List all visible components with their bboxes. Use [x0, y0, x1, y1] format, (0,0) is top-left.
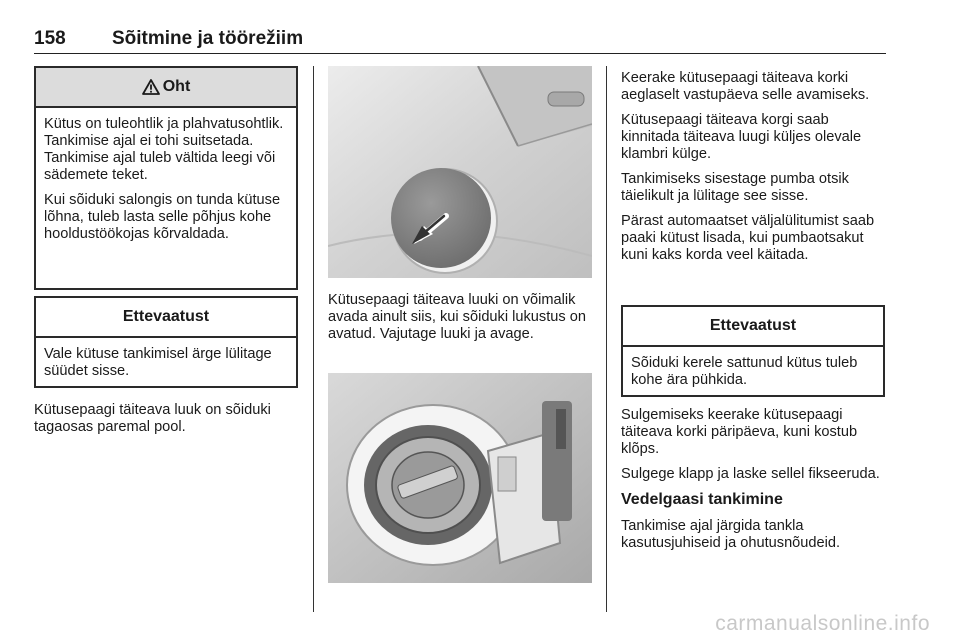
- header-rule: [34, 53, 886, 54]
- fuel-cap-illustration: [328, 373, 592, 583]
- caution-box-body: [36, 338, 296, 386]
- instruction-paragraph: Pärast automaatset väljalülitumist saab paaki kütust lisada, kui pumbaotsakut kuni kaks korda veel käitada.: [621, 213, 875, 263]
- caution-box-header: [36, 298, 296, 338]
- column3-top-text: [621, 70, 889, 272]
- fuel-flap-illustration: [328, 66, 592, 278]
- page-number: 158: [34, 28, 66, 49]
- column-divider: [606, 66, 607, 612]
- caution-text: Sõiduki kerele sattunud kütus tuleb kohe ära pühkida.: [631, 355, 858, 388]
- closing-paragraph: Sulgege klapp ja laske sellel fikseeruda.: [621, 466, 880, 482]
- column3-bottom-text: [621, 407, 889, 560]
- watermark: carmanualsonline.info: [715, 612, 930, 635]
- caution-text: Vale kütuse tankimisel ärge lülitage süüdet sisse.: [44, 346, 272, 379]
- danger-box-body: [36, 108, 296, 249]
- lpg-heading: Vedelgaasi tankimine: [621, 491, 783, 508]
- lpg-text: Tankimise ajal järgida tankla kasutusjuhiseid ja ohutusnõudeid.: [621, 518, 841, 551]
- fuel-flap-drawing: [328, 66, 592, 278]
- instruction-paragraph: Tankimiseks sisestage pumba otsik täielikult ja lülitage see sisse.: [621, 171, 849, 204]
- fuel-flap-location-text: Kütusepaagi täiteava luuk on sõiduki tagaosas paremal pool.: [34, 402, 271, 435]
- chapter-title: Sõitmine ja töörežiim: [112, 28, 304, 49]
- warning-triangle-icon: [142, 79, 160, 95]
- closing-paragraph: Sulgemiseks keerake kütusepaagi täiteava korki päripäeva, kuni kostub klõps.: [621, 407, 858, 457]
- caution-title: Ettevaatust: [122, 308, 210, 325]
- caution-box-2-header: [623, 307, 883, 347]
- column-divider: [313, 66, 314, 612]
- danger-title: Oht: [162, 78, 191, 95]
- open-flap-caption: Kütusepaagi täiteava luuki on võimalik avada ainult siis, kui sõiduki lukustus on avatud. Vajutage luuki ja avage.: [328, 292, 586, 342]
- danger-paragraph: Kütus on tuleohtlik ja plahvatusohtlik. Tankimise ajal ei tohi suitsetada. Tankimise ajal tuleb vältida leegi või sädemete teket.: [44, 116, 284, 183]
- caution-title: Ettevaatust: [709, 317, 797, 334]
- danger-paragraph: Kui sõiduki salongis on tunda kütuse lõhna, tuleb lasta selle põhjus kohe hooldustöökojas kõrvaldada.: [44, 192, 281, 242]
- fuel-cap-drawing: [328, 373, 592, 583]
- caution-box-2: [621, 305, 885, 397]
- page-header: [34, 28, 886, 50]
- instruction-paragraph: Keerake kütusepaagi täiteava korki aeglaselt vastupäeva selle avamiseks.: [621, 70, 870, 103]
- instruction-paragraph: Kütusepaagi täiteava korgi saab kinnitada täiteava luugi küljes olevale klambri külge.: [621, 112, 862, 162]
- danger-box: [34, 66, 298, 290]
- caution-box-2-body: [623, 347, 883, 395]
- danger-box-header: [36, 68, 296, 108]
- caution-box: [34, 296, 298, 388]
